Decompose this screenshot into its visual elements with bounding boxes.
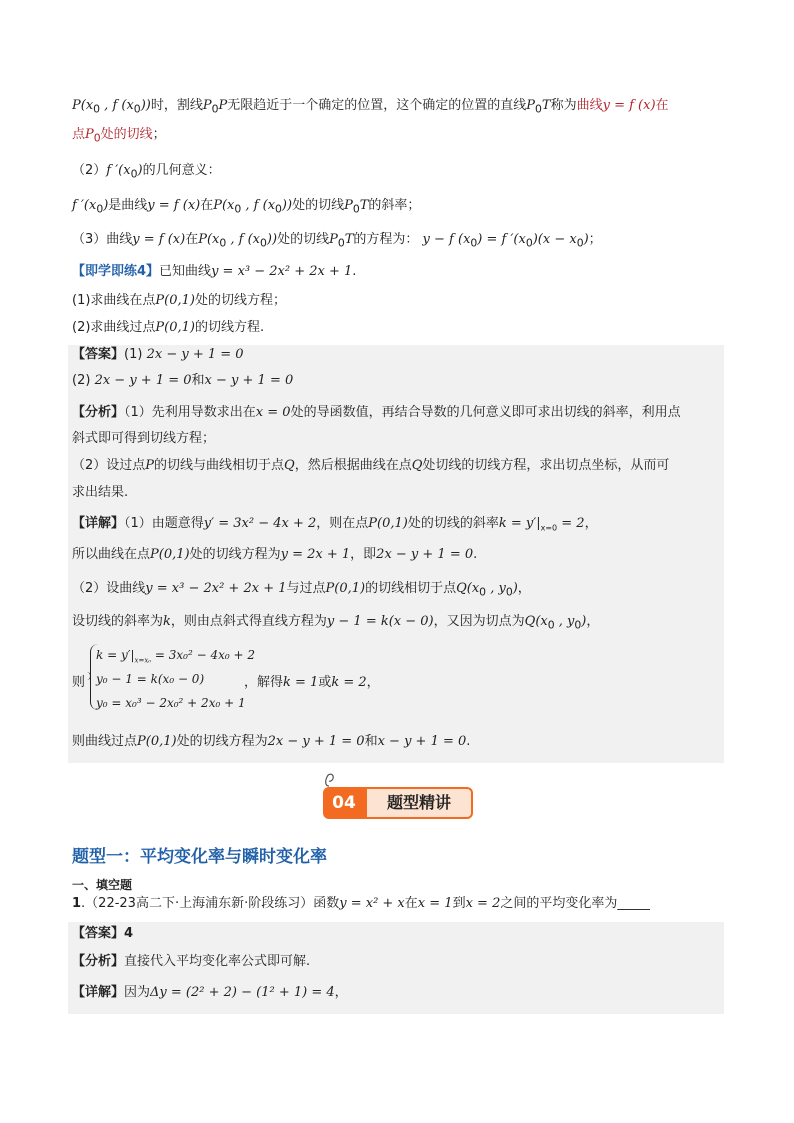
question-type: 一、填空题 (72, 878, 133, 892)
text-line: （3）曲线y = f (x)在$P(x_0$ , f $(x_0)$)处的切线$P_0T$的方程为： y − f $(x_0) = f$ $'(x_0)(x - x_0)$； (72, 232, 602, 250)
answer-blank[interactable]: _____ (617, 896, 650, 911)
text-line: 点$P_0$处的切线； (72, 127, 166, 145)
practice-header: 【即学即练4】已知曲线y = x³ − 2x² + 2x + 1. (72, 264, 357, 279)
system-prefix: 则 (72, 675, 86, 690)
system-eq-3: y₀ = x₀³ − 2x₀² + 2x₀ + 1 (96, 696, 246, 710)
analysis-line: 【分析】（1）先利用导数求出在x = 0处的导函数值，再结合导数的几何意义即可求出切线的斜率，利用点 (72, 405, 681, 420)
system-eq-2: y₀ − 1 = k(x₀ − 0) (96, 672, 205, 686)
banner-number: 04 (323, 787, 365, 819)
text-line: f $'(x_0)$是曲线y = f (x)在$P(x_0$ , f $(x_0)$)处的切线$P_0T$的斜率； (72, 198, 421, 216)
answer-line: 【答案】(1) 2x − y + 1 = 0 (72, 347, 244, 362)
banner-title: 题型精讲 (365, 787, 473, 819)
text-line: (2)求曲线过点P(0,1)的切线方程. (72, 320, 265, 335)
answer-line: (2) 2x − y + 1 = 0和x − y + 1 = 0 (72, 373, 294, 388)
detail-line: 则曲线过点P(0,1)处的切线方程为2x − y + 1 = 0和x − y + 1 = 0. (72, 734, 471, 749)
answer-line: 【答案】4 (72, 926, 134, 941)
detail-line: 【详解】因为Δy = (2² + 2) − (1² + 1) = 4， (72, 985, 348, 1000)
text-line: (1)求曲线在点P(0,1)处的切线方程； (72, 293, 287, 308)
paperclip-icon (323, 771, 335, 787)
analysis-line: 斜式即可得到切线方程； (72, 431, 216, 446)
analysis-line: 求出结果. (72, 485, 129, 500)
section-banner (323, 783, 473, 819)
detail-line: 【详解】（1）由题意得y′ = 3x² − 4x + 2，则在点P(0,1)处的切线的斜率$k = y'|_{x=0} = 2$， (72, 516, 598, 533)
system-result: ，解得k = 1或k = 2， (244, 675, 380, 690)
section-title: 题型一：平均变化率与瞬时变化率 (72, 847, 327, 867)
text-line: $P(x_0$ , f $(x_0)$)时，割线$P_0P$无限趋近于一个确定的位置，这个确定的位置的直线$P_0T$称为曲线y = f (x)在 (72, 98, 669, 116)
text-line: （2）f $'(x_0)$的几何意义： (72, 163, 221, 181)
detail-line: 所以曲线在点P(0,1)处的切线方程为y = 2x + 1，即2x − y + 1 = 0. (72, 547, 478, 562)
analysis-line: 【分析】直接代入平均变化率公式即可解. (72, 954, 311, 969)
analysis-line: （2）设过点P的切线与曲线相切于点Q，然后根据曲线在点Q处切线的切线方程，求出切点坐标，从而可 (72, 458, 670, 473)
system-eq-1: $k = y'|_{x=x_0} = 3x_0^2 - 4x_0 + 2$ (96, 648, 256, 665)
detail-line: 设切线的斜率为k，则由点斜式得直线方程为y − 1 = k(x − 0)，又因为切点为$Q(x_0$ , $y_0$)， (72, 614, 600, 632)
detail-line: （2）设曲线y = x³ − 2x² + 2x + 1与过点P(0,1)的切线相切于点$Q(x_0$ , $y_0$)， (72, 581, 531, 599)
question-line: 1.（22-23高二下·上海浦东新·阶段练习）函数y = x² + x在x = 1到x = 2之间的平均变化率为_____ (72, 896, 650, 911)
